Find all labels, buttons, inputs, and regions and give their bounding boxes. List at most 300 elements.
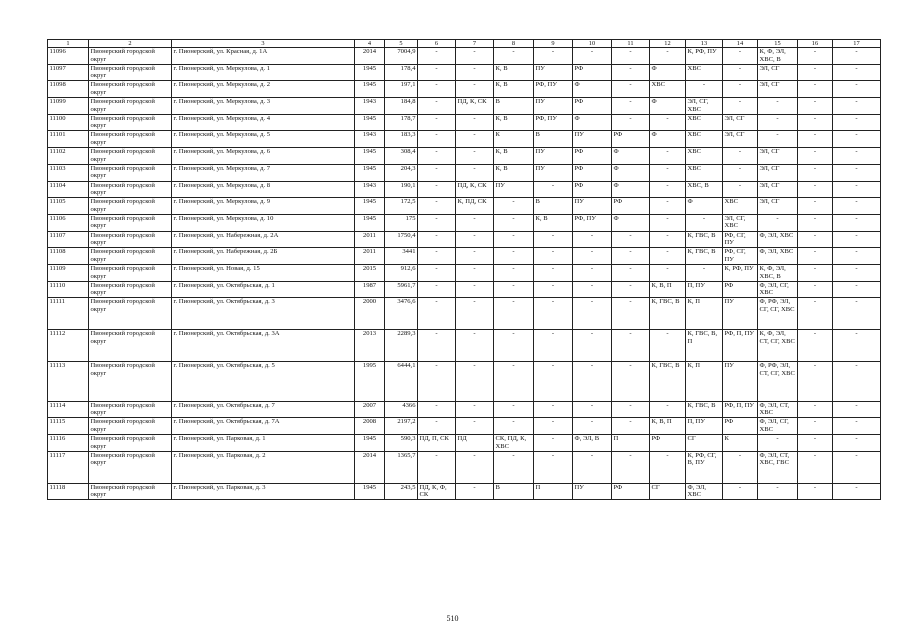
table-cell: 11110 (48, 281, 89, 298)
table-cell: - (418, 401, 456, 418)
table-row (48, 131, 881, 148)
table-cell: - (798, 214, 833, 231)
table-cell: - (534, 330, 573, 362)
table-cell: К, ГВС, В (686, 248, 723, 265)
table-cell: Пионерский городской округ (89, 264, 172, 281)
table-cell: - (573, 264, 612, 281)
column-header: 4 (355, 40, 385, 48)
table-cell: 2000 (355, 298, 385, 330)
table-cell: 11098 (48, 81, 89, 98)
table-body (48, 48, 881, 500)
table-cell: - (418, 281, 456, 298)
table-cell: 3441 (385, 248, 418, 265)
table-cell: - (418, 98, 456, 115)
table-cell: - (456, 401, 494, 418)
table-cell: - (798, 401, 833, 418)
table-cell: - (418, 48, 456, 65)
table-cell: г. Пионерский, ул. Парковая, д. 2 (172, 451, 355, 483)
table-cell: - (798, 81, 833, 98)
table-cell: - (650, 148, 686, 165)
table-cell: Пионерский городской округ (89, 198, 172, 215)
column-header: 15 (758, 40, 798, 48)
table-cell: - (456, 48, 494, 65)
table-cell: ПД, К, СК (456, 181, 494, 198)
table-cell: - (686, 214, 723, 231)
table-cell: - (833, 48, 881, 65)
table-cell: - (650, 451, 686, 483)
table-cell: - (573, 281, 612, 298)
table-cell: - (612, 281, 650, 298)
table-cell: - (494, 401, 534, 418)
table-cell: г. Пионерский, ул. Красная, д. 1А (172, 48, 355, 65)
table-cell: Пионерский городской округ (89, 451, 172, 483)
table-cell: 2011 (355, 248, 385, 265)
table-cell: - (798, 231, 833, 248)
table-row (48, 181, 881, 198)
table-cell: К, ГВС, В (686, 231, 723, 248)
table-cell: - (833, 131, 881, 148)
table-cell: 2014 (355, 48, 385, 65)
table-cell: 178,7 (385, 114, 418, 131)
table-cell: К, Ф, ЭЛ, ХВС, В (758, 264, 798, 281)
table-cell: - (494, 248, 534, 265)
table-row (48, 483, 881, 500)
table-cell: - (798, 483, 833, 500)
table-cell: 4366 (385, 401, 418, 418)
table-cell: - (418, 131, 456, 148)
table-cell: Ф (612, 214, 650, 231)
column-header: 1 (48, 40, 89, 48)
table-cell: РФ (650, 434, 686, 451)
table-cell: - (833, 198, 881, 215)
table-cell: ПД, К, СК (456, 98, 494, 115)
table-cell: Ф (573, 81, 612, 98)
table-cell: - (612, 362, 650, 402)
table-cell: СГ (650, 483, 686, 500)
table-cell: ЭЛ, СГ (758, 64, 798, 81)
table-row (48, 451, 881, 483)
table-cell: г. Пионерский, ул. Меркулова, д. 8 (172, 181, 355, 198)
table-cell: - (534, 181, 573, 198)
table-cell: - (573, 298, 612, 330)
table-cell: - (456, 362, 494, 402)
table-row (48, 248, 881, 265)
table-cell: П, ПУ (686, 281, 723, 298)
table-cell: - (758, 214, 798, 231)
table-cell: - (494, 48, 534, 65)
table-cell: Ф (612, 164, 650, 181)
table-cell: - (758, 131, 798, 148)
table-cell: - (494, 451, 534, 483)
table-cell: 184,8 (385, 98, 418, 115)
table-cell: Ф, ЭЛ, ХВС (686, 483, 723, 500)
table-cell: ПУ (573, 198, 612, 215)
table-cell: Ф, ЭЛ, В (573, 434, 612, 451)
table-cell: - (798, 164, 833, 181)
table-cell: РФ, СГ, ПУ (723, 231, 758, 248)
table-cell: - (758, 114, 798, 131)
table-row (48, 330, 881, 362)
table-cell: г. Пионерский, ул. Октябрьская, д. 7А (172, 418, 355, 435)
table-cell: - (534, 264, 573, 281)
table-cell: ПД, П, СК (418, 434, 456, 451)
table-cell: - (758, 483, 798, 500)
column-number-row (48, 40, 881, 48)
table-cell: - (833, 264, 881, 281)
table-cell: - (456, 64, 494, 81)
table-cell: В (494, 98, 534, 115)
table-row (48, 98, 881, 115)
table-cell: РФ (573, 98, 612, 115)
table-cell: СК, ПД, К, ХВС (494, 434, 534, 451)
table-cell: г. Пионерский, ул. Меркулова, д. 9 (172, 198, 355, 215)
table-cell: К, В, П (650, 281, 686, 298)
table-cell: 11107 (48, 231, 89, 248)
table-cell: 912,6 (385, 264, 418, 281)
table-cell: - (723, 483, 758, 500)
table-cell: 11108 (48, 248, 89, 265)
table-cell: 2013 (355, 330, 385, 362)
table-cell: - (833, 114, 881, 131)
table-row (48, 401, 881, 418)
table-cell: - (418, 451, 456, 483)
table-cell: 6444,1 (385, 362, 418, 402)
table-cell: 2008 (355, 418, 385, 435)
table-cell: Ф (686, 198, 723, 215)
table-cell: ХВС (650, 81, 686, 98)
table-cell: г. Пионерский, ул. Меркулова, д. 6 (172, 148, 355, 165)
table-cell: ПУ (723, 298, 758, 330)
table-cell: 11096 (48, 48, 89, 65)
table-cell: Ф (573, 114, 612, 131)
table-cell: - (833, 281, 881, 298)
table-cell: 197,1 (385, 81, 418, 98)
table-cell: - (456, 231, 494, 248)
table-row (48, 64, 881, 81)
table-cell: - (798, 281, 833, 298)
table-cell: Пионерский городской округ (89, 81, 172, 98)
table-cell: П, ПУ (686, 418, 723, 435)
column-header: 3 (172, 40, 355, 48)
table-cell: В (494, 483, 534, 500)
column-header: 7 (456, 40, 494, 48)
column-header: 2 (89, 40, 172, 48)
table-cell: ПУ (573, 131, 612, 148)
table-cell: - (723, 148, 758, 165)
column-header: 9 (534, 40, 573, 48)
table-cell: Пионерский городской округ (89, 362, 172, 402)
page-number: 510 (446, 614, 459, 623)
table-cell: - (418, 264, 456, 281)
table-cell: - (418, 81, 456, 98)
table-cell: - (456, 214, 494, 231)
table-cell: 172,5 (385, 198, 418, 215)
table-cell: 5961,7 (385, 281, 418, 298)
table-cell: К, П (686, 362, 723, 402)
table-row (48, 214, 881, 231)
table-cell: К, В, П (650, 418, 686, 435)
table-cell: - (723, 81, 758, 98)
column-header: 8 (494, 40, 534, 48)
table-cell: 178,4 (385, 64, 418, 81)
table-cell: 1365,7 (385, 451, 418, 483)
column-header: 5 (385, 40, 418, 48)
table-cell: ЭЛ, СГ (723, 114, 758, 131)
table-cell: - (686, 264, 723, 281)
table-cell: - (612, 48, 650, 65)
table-cell: ХВС (686, 164, 723, 181)
table-cell: - (456, 148, 494, 165)
table-cell: Ф, РФ, ЭЛ, СГ, СГ, ХВС (758, 298, 798, 330)
table-cell: 308,4 (385, 148, 418, 165)
table-cell: г. Пионерский, ул. Октябрьская, д. 5 (172, 362, 355, 402)
table-cell: ХВС (723, 198, 758, 215)
table-cell: 204,3 (385, 164, 418, 181)
table-cell: К, В (494, 114, 534, 131)
table-cell: - (534, 48, 573, 65)
table-cell: П (612, 434, 650, 451)
table-cell: - (573, 401, 612, 418)
table-cell: г. Пионерский, ул. Меркулова, д. 2 (172, 81, 355, 98)
table-cell: РФ, ПУ (534, 114, 573, 131)
table-cell: 590,3 (385, 434, 418, 451)
table-cell: - (650, 48, 686, 65)
table-cell: - (456, 264, 494, 281)
table-cell: - (833, 401, 881, 418)
table-cell: - (494, 418, 534, 435)
table-cell: - (612, 231, 650, 248)
table-cell: 1945 (355, 114, 385, 131)
table-cell: г. Пионерский, ул. Меркулова, д. 5 (172, 131, 355, 148)
table-cell: 175 (385, 214, 418, 231)
table-cell: г. Пионерский, ул. Меркулова, д. 10 (172, 214, 355, 231)
table-cell: - (833, 298, 881, 330)
table-cell: - (723, 48, 758, 65)
table-cell: - (418, 114, 456, 131)
table-cell: - (418, 298, 456, 330)
table-cell: ХВС (686, 148, 723, 165)
table-cell: - (833, 214, 881, 231)
table-cell: 2011 (355, 231, 385, 248)
table-cell: 1943 (355, 131, 385, 148)
table-cell: 190,1 (385, 181, 418, 198)
table-cell: - (833, 164, 881, 181)
table-cell: Пионерский городской округ (89, 164, 172, 181)
table-cell: - (573, 418, 612, 435)
table-cell: - (456, 281, 494, 298)
table-cell: - (494, 264, 534, 281)
table-cell: 2289,3 (385, 330, 418, 362)
table-cell: - (612, 64, 650, 81)
table-cell: Ф, ЭЛ, СТ, ХВС, ГВС (758, 451, 798, 483)
table-cell: Пионерский городской округ (89, 330, 172, 362)
table-cell: РФ (573, 181, 612, 198)
table-cell: 11112 (48, 330, 89, 362)
table-cell: г. Пионерский, ул. Парковая, д. 3 (172, 483, 355, 500)
table-cell: В (534, 198, 573, 215)
column-header: 11 (612, 40, 650, 48)
table-cell: - (612, 264, 650, 281)
table-cell: ЭЛ, СГ (758, 81, 798, 98)
table-cell: - (612, 330, 650, 362)
table-cell: Ф, РФ, ЭЛ, СТ, СГ, ХВС (758, 362, 798, 402)
table-cell: РФ (612, 198, 650, 215)
table-cell: РФ, П, ПУ (723, 330, 758, 362)
table-cell: 7004,9 (385, 48, 418, 65)
table-cell: 1945 (355, 148, 385, 165)
table-row (48, 434, 881, 451)
table-cell: ЭЛ, СГ (758, 148, 798, 165)
table-cell: - (456, 164, 494, 181)
table-cell: Ф (650, 131, 686, 148)
table-cell: - (798, 248, 833, 265)
table-row (48, 114, 881, 131)
column-header: 12 (650, 40, 686, 48)
table-cell: г. Пионерский, ул. Меркулова, д. 7 (172, 164, 355, 181)
table-cell: Ф, ЭЛ, СТ, ХВС (758, 401, 798, 418)
table-cell: - (798, 434, 833, 451)
table-cell: Пионерский городской округ (89, 281, 172, 298)
table-cell: К, Ф, ЭЛ, ХВС, В (758, 48, 798, 65)
table-row (48, 418, 881, 435)
table-cell: 243,5 (385, 483, 418, 500)
table-cell: 11104 (48, 181, 89, 198)
table-cell: 11109 (48, 264, 89, 281)
table-cell: - (650, 231, 686, 248)
table-cell: г. Пионерский, ул. Октябрьская, д. 7 (172, 401, 355, 418)
table-cell: - (798, 330, 833, 362)
table-cell: ХВС (686, 114, 723, 131)
table-cell: РФ (573, 164, 612, 181)
table-cell: РФ (573, 148, 612, 165)
table-cell: - (833, 248, 881, 265)
table-cell: - (798, 418, 833, 435)
table-cell: - (456, 131, 494, 148)
table-cell: - (612, 98, 650, 115)
table-cell: ХВС (686, 64, 723, 81)
table-cell: - (534, 401, 573, 418)
table-cell: К, В (494, 148, 534, 165)
table-cell: ПУ (534, 64, 573, 81)
table-cell: г. Пионерский, ул. Меркулова, д. 4 (172, 114, 355, 131)
table-cell: - (534, 451, 573, 483)
table-cell: - (833, 418, 881, 435)
column-header: 13 (686, 40, 723, 48)
table-cell: - (833, 81, 881, 98)
table-cell: - (418, 181, 456, 198)
table-cell: К, В (494, 64, 534, 81)
table-cell: РФ (723, 418, 758, 435)
table-cell: К, ГВС, В (650, 362, 686, 402)
table-cell: Пионерский городской округ (89, 48, 172, 65)
table-cell: 11102 (48, 148, 89, 165)
table-cell: ЭЛ, СГ (758, 198, 798, 215)
table-cell: ПУ (534, 98, 573, 115)
table-cell: 3476,6 (385, 298, 418, 330)
table-cell: - (612, 114, 650, 131)
table-cell: - (573, 330, 612, 362)
table-cell: - (494, 330, 534, 362)
table-cell: - (456, 483, 494, 500)
table-cell: Пионерский городской округ (89, 64, 172, 81)
table-cell: г. Пионерский, ул. Октябрьская, д. 3А (172, 330, 355, 362)
table-cell: - (798, 264, 833, 281)
table-cell: К, В (494, 164, 534, 181)
table-cell: - (418, 214, 456, 231)
table-cell: - (798, 64, 833, 81)
table-row (48, 264, 881, 281)
column-header: 16 (798, 40, 833, 48)
table-cell: - (456, 248, 494, 265)
table-cell: г. Пионерский, ул. Октябрьская, д. 3 (172, 298, 355, 330)
table-cell: - (418, 362, 456, 402)
table-header (48, 40, 881, 48)
table-cell: Пионерский городской округ (89, 98, 172, 115)
table-cell: 2014 (355, 451, 385, 483)
table-cell: К, Ф, ЭЛ, СТ, СГ, ХВС (758, 330, 798, 362)
table-cell: Пионерский городской округ (89, 298, 172, 330)
table-cell: 1945 (355, 81, 385, 98)
table-cell: 11105 (48, 198, 89, 215)
table-cell: - (418, 418, 456, 435)
table-cell: - (798, 298, 833, 330)
table-cell: Ф (650, 64, 686, 81)
table-cell: - (494, 298, 534, 330)
column-header: 14 (723, 40, 758, 48)
table-cell: Пионерский городской округ (89, 181, 172, 198)
table-cell: К, П (686, 298, 723, 330)
table-cell: РФ, СГ, ПУ (723, 248, 758, 265)
table-cell: - (833, 434, 881, 451)
table-cell: - (758, 98, 798, 115)
table-cell: 1945 (355, 434, 385, 451)
table-cell: - (798, 98, 833, 115)
table-cell: Пионерский городской округ (89, 418, 172, 435)
table-cell: К, РФ, ПУ (686, 48, 723, 65)
table-cell: - (798, 198, 833, 215)
table-cell: - (456, 298, 494, 330)
table-cell: 183,3 (385, 131, 418, 148)
table-cell: г. Пионерский, ул. Набережная, д. 2А (172, 231, 355, 248)
table-cell: - (758, 434, 798, 451)
table-cell: - (418, 330, 456, 362)
table-cell: 11106 (48, 214, 89, 231)
table-cell: 11100 (48, 114, 89, 131)
table-cell: РФ (573, 64, 612, 81)
table-cell: ЭЛ, СГ, ХВС (686, 98, 723, 115)
table-cell: - (723, 451, 758, 483)
table-cell: - (573, 362, 612, 402)
table-cell: Пионерский городской округ (89, 131, 172, 148)
table-cell: - (573, 248, 612, 265)
table-cell: - (418, 248, 456, 265)
table-cell: г. Пионерский, ул. Октябрьская, д. 1 (172, 281, 355, 298)
table-cell: - (534, 434, 573, 451)
table-cell: - (798, 114, 833, 131)
table-cell: К, РФ, СГ, В, ПУ (686, 451, 723, 483)
table-cell: - (418, 148, 456, 165)
table-cell: - (650, 264, 686, 281)
table-cell: ПУ (534, 164, 573, 181)
table-cell: - (534, 298, 573, 330)
table-cell: Ф (612, 148, 650, 165)
table-cell: - (534, 362, 573, 402)
table-cell: г. Пионерский, ул. Меркулова, д. 3 (172, 98, 355, 115)
table-cell: ПД, К, Ф, СК (418, 483, 456, 500)
table-cell: - (456, 451, 494, 483)
table-cell: Пионерский городской округ (89, 114, 172, 131)
table-cell: - (650, 181, 686, 198)
